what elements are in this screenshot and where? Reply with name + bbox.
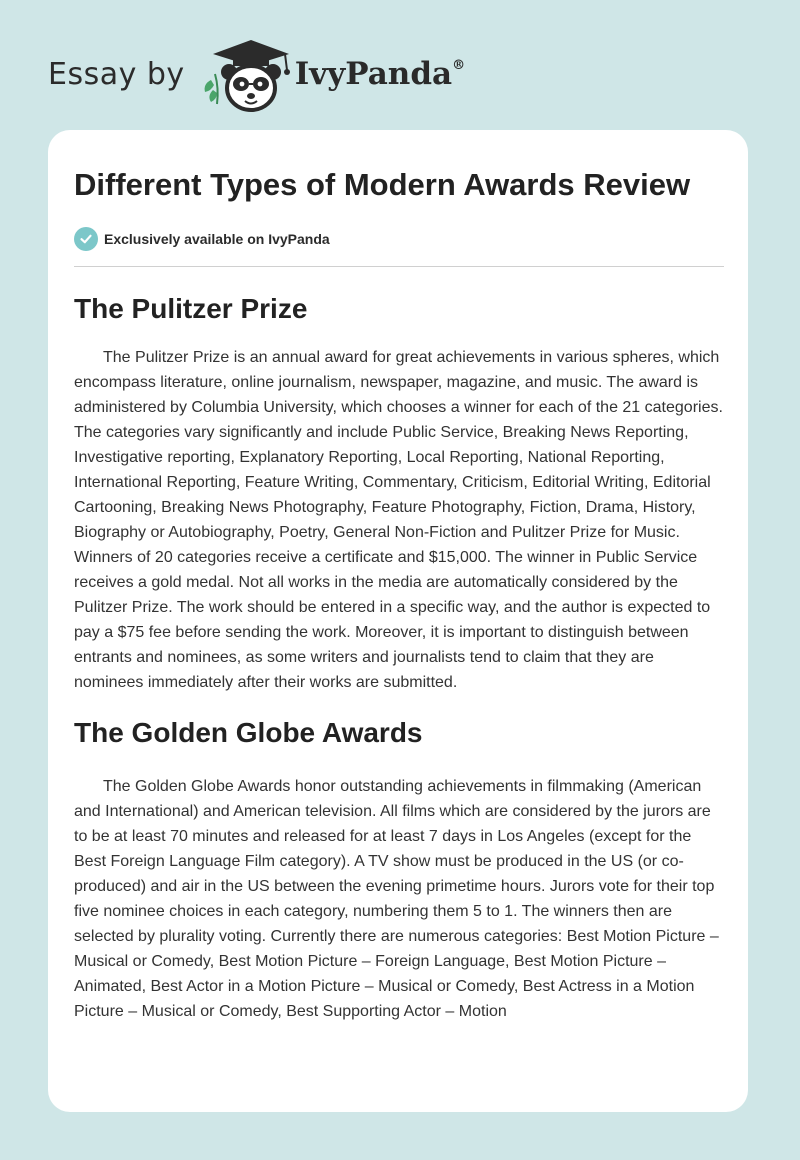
badge-text: Exclusively available on IvyPanda	[104, 231, 330, 247]
exclusive-badge	[74, 227, 724, 251]
section-heading: The Golden Globe Awards	[74, 717, 423, 748]
divider	[74, 266, 724, 267]
site-header	[48, 34, 465, 114]
panda-graduate-icon[interactable]	[199, 34, 295, 114]
section-paragraph: The Pulitzer Prize is an annual award for great achievements in various spheres, which encompass literature, online journalism, newspaper, magazine, and music. The award is administered by Columbia University, which chooses a winner for each of the 21 categories. The categories vary significantly and include Public Service, Breaking News Reporting, Investigative reporting, Explanatory Reporting, Local Reporting, National Reporting, International Reporting, Feature Writing, Commentary, Criticism, Editorial Writing, Editorial Cartooning, Breaking News Photography, Feature Photography, Fiction, Drama, History, Biography or Autobiography, Poetry, General Non-Fiction and Pulitzer Prize for Music. Winners of 20 categories receive a certificate and $15,000. The winner in Public Service receives a gold medal. Not all works in the media are automatically considered by the Pulitzer Prize. The work should be entered in a specific way, and the author is expected to pay a $75 fee before sending the work. Moreover, it is important to distinguish between entrants and nominees, as some writers and journalists tend to claim that they are nominees immediately after their works are submitted.	[74, 349, 723, 691]
essay-by-label: Essay by	[48, 56, 185, 92]
brand-name[interactable]	[295, 56, 465, 92]
article-card	[48, 130, 748, 1112]
registered-mark: ®	[452, 58, 466, 73]
article-title: Different Types of Modern Awards Review	[74, 167, 691, 202]
section-paragraph: The Golden Globe Awards honor outstanding achievements in filmmaking (American and International) and American television. All films which are considered by the jurors are to be at least 70 minutes and released for at least 7 days in Los Angeles (except for the Best Foreign Language Film category). A TV show must be produced in the US (or co-produced) and air in the US between the evening primetime hours. Jurors vote for their top five nominee choices in each category, numbering them 5 to 1. The winners then are selected by plurality voting. Currently there are numerous categories: Best Motion Picture – Musical or Comedy, Best Motion Picture – Foreign Language, Best Motion Picture – Animated, Best Actor in a Motion Picture – Musical or Comedy, Best Actress in a Motion Picture – Musical or Comedy, Best Supporting Actor – Motion	[74, 778, 719, 1020]
check-circle-icon	[74, 227, 98, 251]
brand-text: IvyPanda	[294, 56, 453, 92]
section-heading: The Pulitzer Prize	[74, 293, 308, 324]
article-content	[74, 164, 724, 1024]
